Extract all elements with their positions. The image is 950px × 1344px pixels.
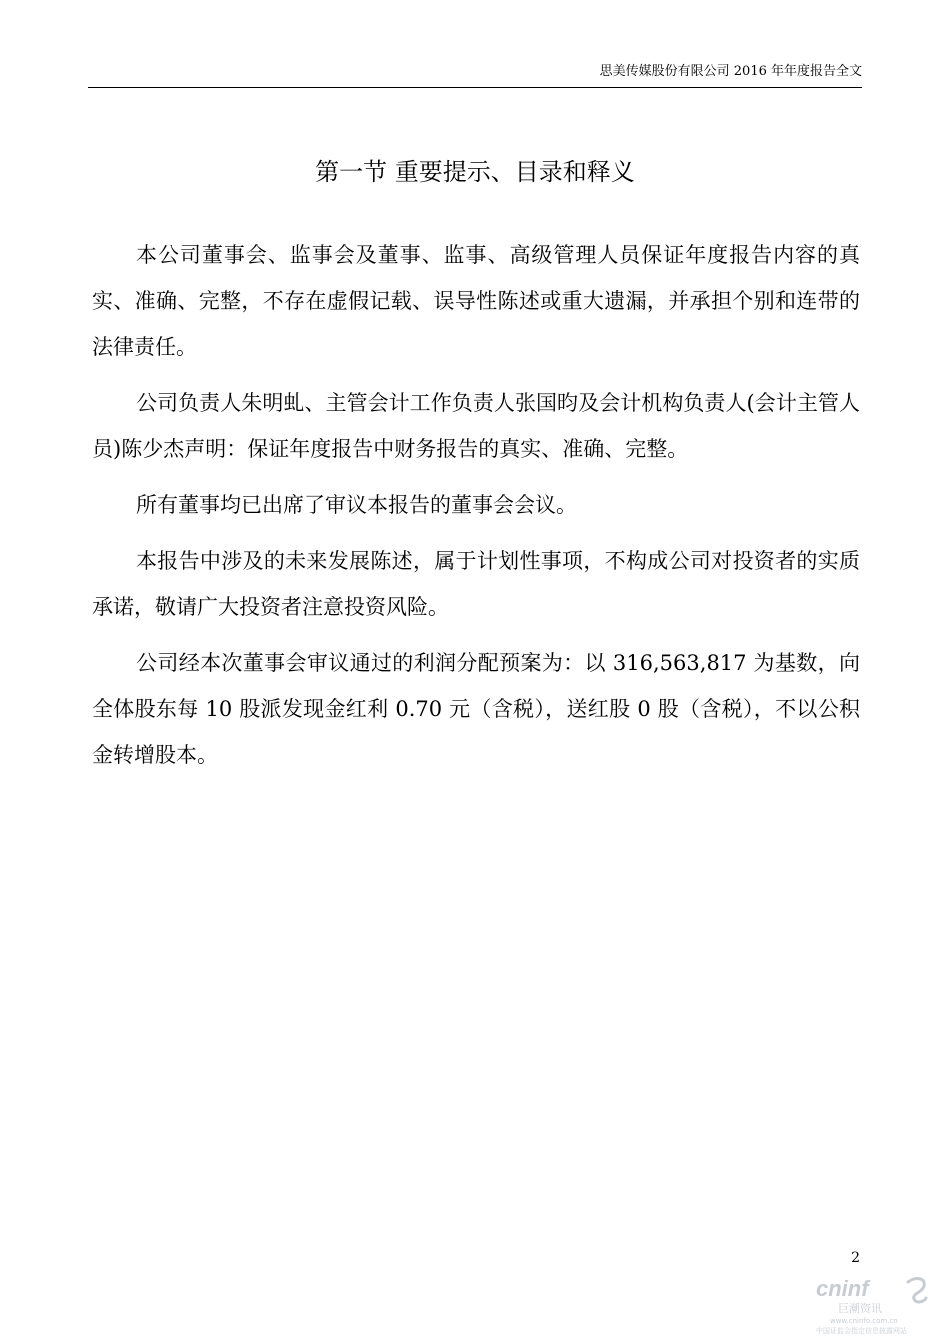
watermark-tagline: 中国证监会指定信息披露网站 xyxy=(816,1327,907,1335)
paragraph-responsibility-statement: 本公司董事会、监事会及董事、监事、高级管理人员保证年度报告内容的真实、准确、完整，不存在虚假记载、误导性陈述或重大遗漏，并承担个别和连带的法律责任。 xyxy=(92,243,860,359)
body-text xyxy=(92,232,860,788)
watermark-brand-cn: 巨潮资讯 xyxy=(838,1302,882,1315)
paragraph-financial-declaration: 公司负责人朱明虬、主管会计工作负责人张国昀及会计机构负责人(会计主管人员)陈少杰声明：保证年度报告中财务报告的真实、准确、完整。 xyxy=(92,391,860,461)
section-title: 第一节 重要提示、目录和释义 xyxy=(315,158,635,186)
header-rule xyxy=(88,87,862,88)
paragraph-forward-looking: 本报告中涉及的未来发展陈述，属于计划性事项，不构成公司对投资者的实质承诺，敬请广大投资者注意投资风险。 xyxy=(92,549,860,619)
cninf-watermark-logo xyxy=(808,1266,936,1336)
watermark-swoosh-icon xyxy=(908,1279,926,1302)
page-number: 2 xyxy=(851,1250,860,1266)
running-header: 思美传媒股份有限公司 2016 年年度报告全文 xyxy=(599,64,862,79)
paragraph-profit-distribution: 公司经本次董事会审议通过的利润分配预案为：以 316,563,817 为基数，向全体股东每 10 股派发现金红利 0.70 元（含税），送红股 0 股（含税），不以公积金转增股本。 xyxy=(92,651,860,767)
paragraph-board-attendance: 所有董事均已出席了审议本报告的董事会会议。 xyxy=(136,493,577,517)
watermark-site: www.cninfo.com.cn xyxy=(830,1317,898,1325)
watermark-brand: cninf xyxy=(816,1276,869,1301)
